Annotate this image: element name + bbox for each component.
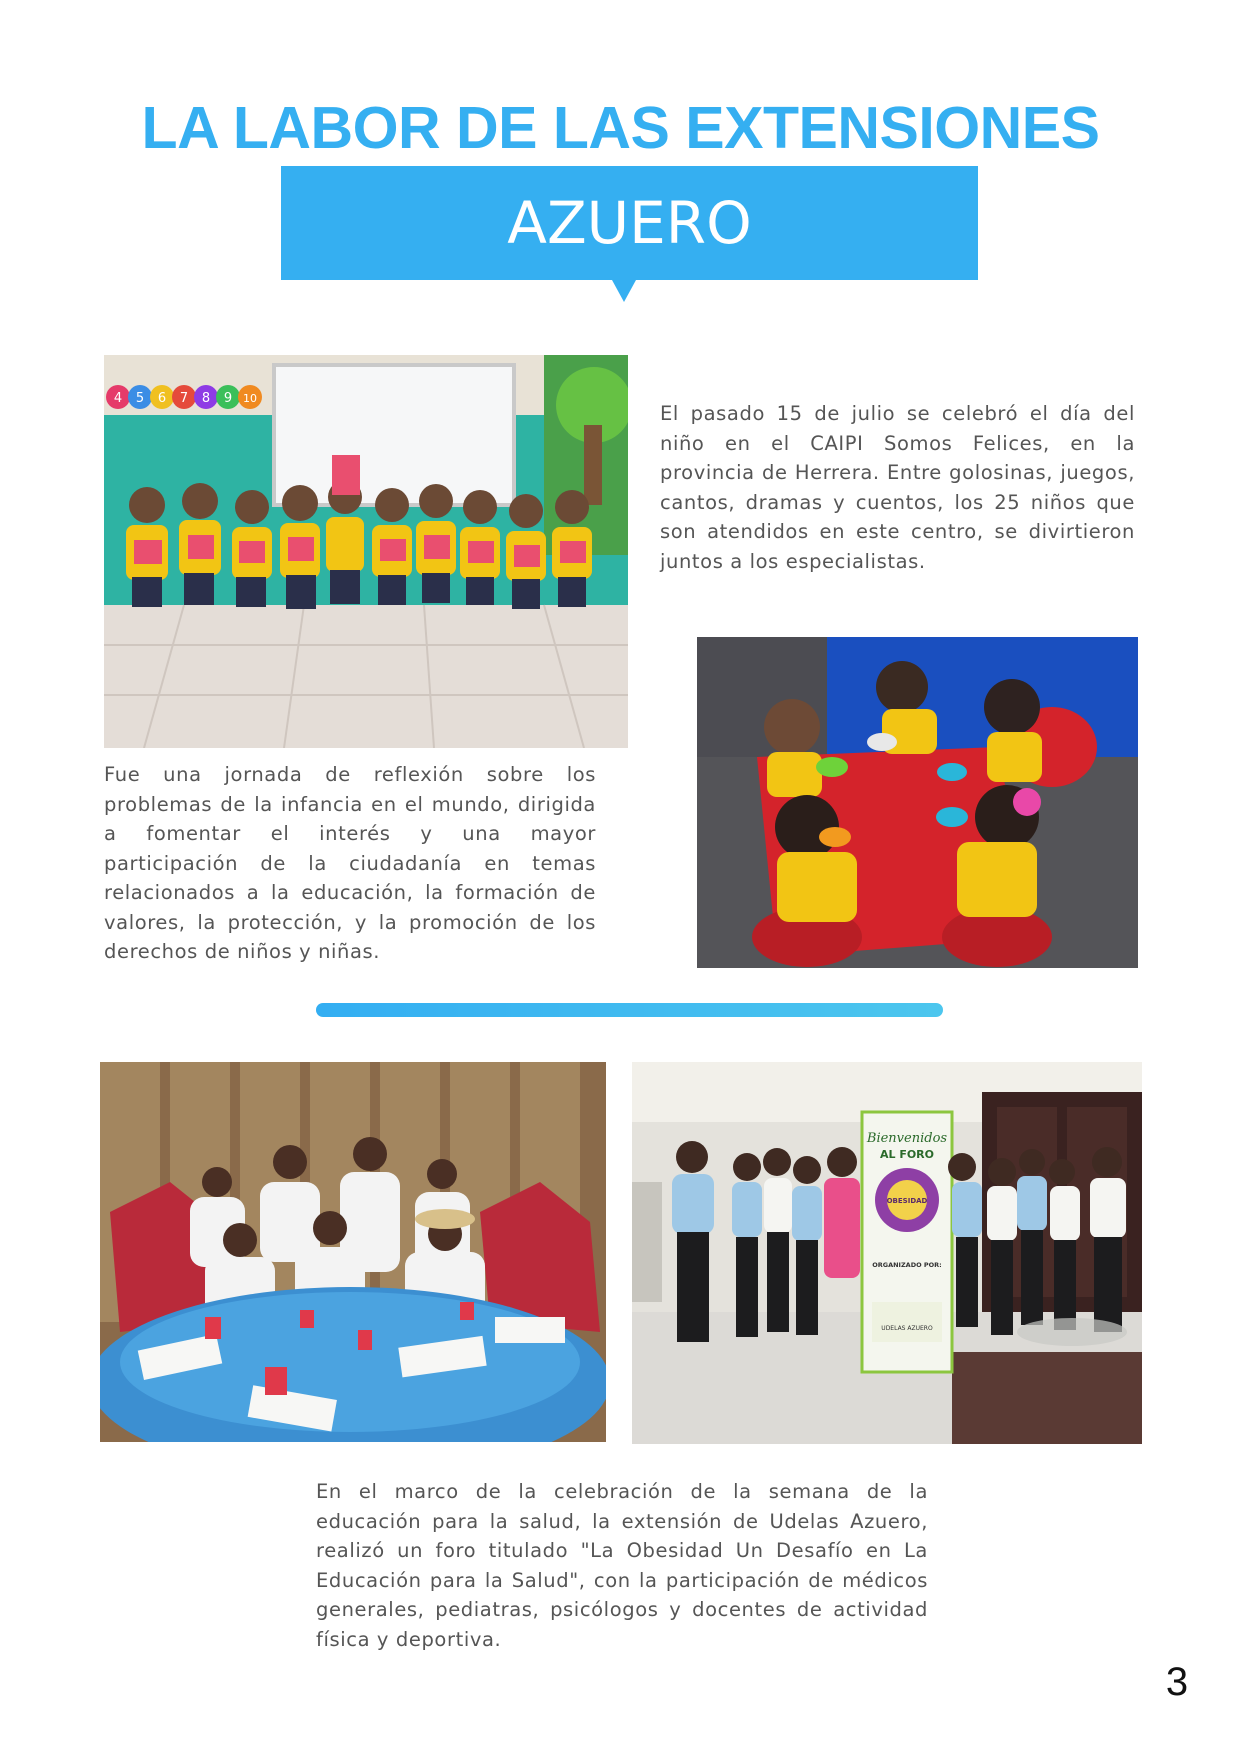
page-number: 3 — [1165, 1660, 1189, 1704]
section-banner — [281, 166, 978, 280]
photo-women-table — [100, 1062, 606, 1442]
photo-children-classroom-art — [104, 355, 628, 748]
balloon-number: 10 — [243, 392, 257, 405]
forum-banner — [862, 1112, 952, 1372]
balloon-number: 6 — [157, 391, 167, 406]
balloon-number: 5 — [135, 391, 145, 406]
forum-banner-title: Bienvenidos — [866, 1131, 948, 1146]
photo-women-table-art — [100, 1062, 606, 1442]
photo-forum-group — [632, 1062, 1142, 1444]
section-divider — [316, 1003, 943, 1017]
photo-children-eating — [697, 637, 1138, 968]
photo-children-classroom — [104, 355, 628, 748]
forum-banner-subtitle: AL FORO — [879, 1148, 935, 1161]
photo-forum-group-art — [632, 1062, 1142, 1444]
forum-banner-circle: OBESIDAD — [886, 1197, 928, 1205]
banner-label: AZUERO — [507, 189, 752, 257]
banner-pointer — [612, 280, 636, 302]
balloon-number: 4 — [113, 391, 123, 406]
balloon-number: 7 — [179, 391, 189, 406]
forum-banner-udelas: UDELAS AZUERO — [881, 1325, 933, 1332]
paragraph-day-of-child: El pasado 15 de julio se celebró el día del niño en el CAIPI Somos Felices, en la provincia de Herrera. Entre golosinas, juegos, cantos, dramas y cuentos, los 25 niños que son atendidos en este centro, se divirtieron juntos a los especialistas. — [660, 402, 1135, 573]
forum-banner-organized: ORGANIZADO POR: — [872, 1261, 942, 1269]
photo-children-eating-art — [697, 637, 1138, 968]
page-title: LA LABOR DE LAS EXTENSIONES — [141, 95, 1100, 161]
paragraph-reflection: Fue una jornada de reflexión sobre los problemas de la infancia en el mundo, dirigida a fomentar el interés y una mayor participación de la ciudadanía en temas relacionados a la educación, la formación de valores, la protección, y la promoción de los derechos de niños y niñas. — [104, 763, 596, 963]
balloon-number: 8 — [201, 391, 211, 406]
balloon-number: 9 — [223, 391, 233, 406]
paragraph-forum: En el marco de la celebración de la semana de la educación para la salud, la extensión de Udelas Azuero, realizó un foro titulado "La Obesidad Un Desafío en La Educación para la Salud", con la participación de médicos generales, pediatras, psicólogos y docentes de actividad física y deportiva. — [316, 1480, 928, 1651]
